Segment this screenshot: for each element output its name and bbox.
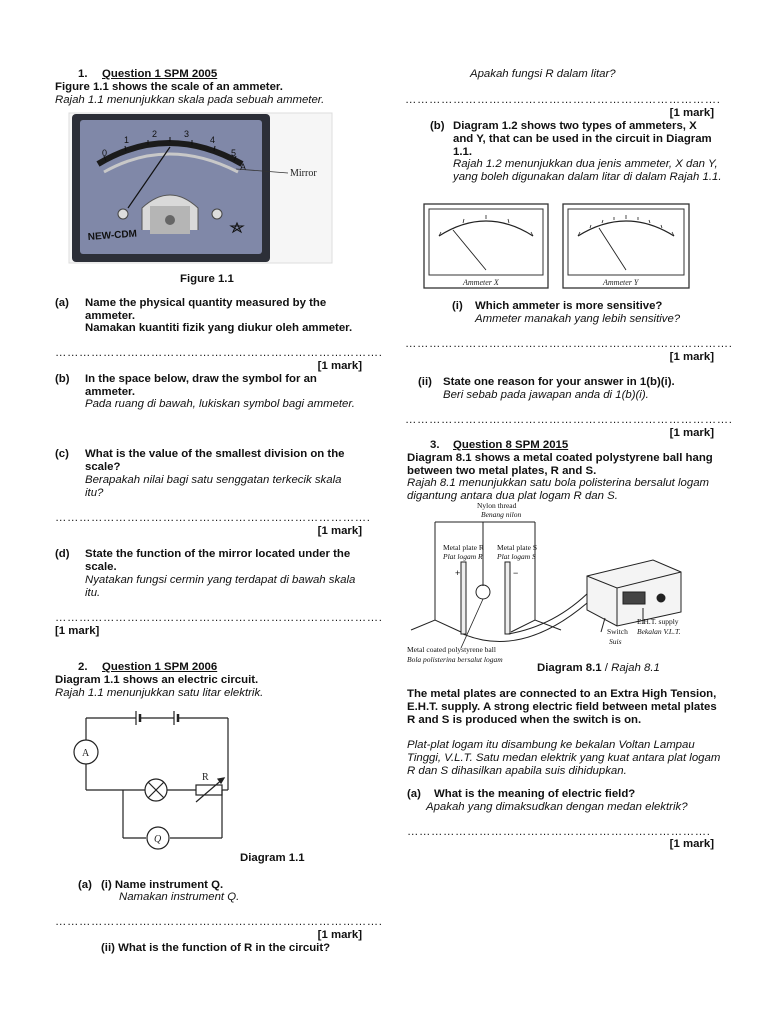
q2-b-i-label: (i) — [452, 300, 463, 312]
question-3-heading: Question 8 SPM 2015 — [453, 439, 569, 451]
figure-1-1-caption: Figure 1.1 — [180, 273, 234, 285]
q1-c-text: What is the value of the smallest division on the scale? — [85, 448, 345, 473]
metal-plate-s — [505, 562, 510, 634]
q2-b-label: (b) — [430, 120, 445, 132]
ammeter-brand: NEW-CDM — [87, 228, 138, 243]
q2-b-i-text: Which ammeter is more sensitive? — [475, 300, 663, 312]
scale-tick-4: 4 — [210, 135, 216, 145]
q2-b-text: Diagram 1.2 shows two types of ammeters, X and Y, that can be used in the circuit in Diagram 1.1. — [453, 120, 712, 158]
scale-unit: A — [240, 162, 247, 172]
label-ball: Metal coated polystyrene ball — [407, 645, 496, 654]
q3-a-text: What is the meaning of electric field? — [434, 788, 636, 800]
q1-d-mark: [1 mark] — [55, 625, 100, 637]
question-2-intro: Diagram 1.1 shows an electric circuit. — [55, 674, 259, 686]
ammeters-x-y-figure — [423, 200, 695, 292]
q2-r-mark: [1 mark] — [669, 107, 714, 119]
q2-a-i-text-ms: Namakan instrument Q. — [119, 891, 240, 903]
ammeter-photo-figure — [68, 112, 333, 264]
circuit-label-r: R — [202, 772, 209, 783]
question-1-intro: Figure 1.1 shows the scale of an ammeter. — [55, 81, 283, 93]
q1-c-answer-line: ……………………………………………………………………. — [55, 512, 371, 524]
label-nylon-thread-ms: Benang nilon — [481, 510, 522, 519]
q1-a-mark: [1 mark] — [317, 360, 362, 372]
q1-a-text-ms: Namakan kuantiti fizik yang diukur oleh ammeter. — [85, 322, 353, 334]
q1-a-label: (a) — [55, 297, 69, 309]
q3-a-label: (a) — [407, 788, 421, 800]
label-switch-ms: Suis — [609, 637, 622, 646]
question-3-number: 3. — [430, 439, 440, 451]
q2-b-ii-mark: [1 mark] — [669, 427, 714, 439]
question-2-number: 2. — [78, 661, 88, 673]
question-1-intro-ms: Rajah 1.1 menunjukkan skala pada sebuah ammeter. — [55, 94, 325, 106]
q2-b-i-mark: [1 mark] — [669, 351, 714, 363]
rheostat-r-symbol — [196, 785, 222, 795]
q3-a-text-ms: Apakah yang dimaksudkan dengan medan elektrik? — [426, 801, 688, 813]
question-3-paragraph: The metal plates are connected to an Extra High Tension, E.H.T. supply. A strong electric field between metal plates R and S is produced when the switch is on. — [407, 688, 717, 726]
question-2-heading: Question 1 SPM 2006 — [102, 661, 218, 673]
label-eht: E.H.T. supply — [637, 617, 679, 626]
question-1-heading: Question 1 SPM 2005 — [102, 68, 218, 80]
q2-a-answer-line: ………………………………………………………………………. — [55, 916, 383, 928]
label-plate-r-ms: Plat logam R — [443, 552, 483, 561]
label-eht-ms: Bekalan V.L.T. — [637, 627, 681, 636]
q2-b-ii-label: (ii) — [418, 376, 432, 388]
q1-b-text: In the space below, draw the symbol for an ammeter. — [85, 373, 317, 398]
label-ball-ms: Bola polisterina bersalut logam — [407, 655, 503, 664]
q2-r-question-ms: Apakah fungsi R dalam litar? — [470, 68, 616, 80]
q1-d-label: (d) — [55, 548, 70, 560]
circuit-diagram — [68, 702, 243, 862]
q2-b-i-text-ms: Ammeter manakah yang lebih sensitive? — [475, 313, 681, 325]
svg-text:−: − — [513, 568, 519, 578]
q2-b-i-answer-line: ………………………………………………………………………. — [405, 338, 733, 350]
q2-a-ii-text: (ii) What is the function of R in the circuit? — [101, 942, 331, 954]
circuit-label-a: A — [82, 748, 90, 759]
scale-tick-3: 3 — [184, 129, 190, 139]
q1-d-answer-line: ………………………………………………………………………. — [55, 612, 383, 624]
q2-a-i-text: (i) Name instrument Q. — [101, 879, 224, 891]
question-1-number: 1. — [78, 68, 88, 80]
q2-b-ii-text: State one reason for your answer in 1(b)(i). — [443, 376, 675, 388]
ammeter-y-label: Ammeter Y — [603, 278, 639, 287]
q2-a-label: (a) — [78, 879, 92, 891]
q1-a-answer-line: ………………………………………………………………………. — [55, 347, 383, 359]
polystyrene-ball — [476, 585, 490, 599]
electric-field-apparatus-figure — [405, 500, 690, 666]
q1-b-text-ms: Pada ruang di bawah, lukiskan symbol bagi ammeter. — [85, 398, 355, 410]
mirror-label: Mirror — [290, 168, 317, 179]
label-nylon-thread: Nylon thread — [477, 501, 517, 510]
scale-tick-2: 2 — [152, 129, 158, 139]
label-switch: Switch — [607, 627, 628, 636]
question-3-intro: Diagram 8.1 shows a metal coated polystyrene ball hang between two metal plates, R and S. — [407, 452, 713, 477]
diagram-8-1-caption — [537, 662, 660, 675]
svg-text:+: + — [455, 568, 461, 578]
q1-c-text-ms: Berapakah nilai bagi satu senggatan terkecik skala itu? — [85, 474, 342, 499]
question-3-paragraph-ms: Plat-plat logam itu disambung ke bekalan Voltan Lampau Tinggi, V.L.T. Satu medan elektrik yang kuat antara plat logam R dan S dihasilkan apabila suis dihidupkan. — [407, 739, 721, 777]
diagram-8-1-caption-en: Diagram 8.1 — [537, 662, 602, 674]
label-plate-s: Metal plate S — [497, 543, 537, 552]
q1-d-text-ms: Nyatakan fungsi cermin yang terdapat di bawah skala itu. — [85, 574, 356, 599]
q2-r-answer-line: ……………………………………………………………………. — [405, 94, 721, 106]
diagram-8-1-caption-ms: Rajah 8.1 — [611, 662, 660, 674]
ammeter-x-label: Ammeter X — [463, 278, 499, 287]
q2-b-text-ms: Rajah 1.2 menunjukkan dua jenis ammeter, X dan Y, yang boleh digunakan dalam litar di dalam Rajah 1.1. — [453, 158, 722, 183]
scale-tick-5: 5 — [231, 148, 237, 158]
q3-a-answer-line: …………………………………………………………………. — [407, 826, 711, 838]
scale-tick-1: 1 — [124, 135, 130, 145]
label-plate-s-ms: Plat logam S — [497, 552, 536, 561]
q2-b-ii-text-ms: Beri sebab pada jawapan anda di 1(b)(i). — [443, 389, 649, 401]
q2-a-mark: [1 mark] — [317, 929, 362, 941]
switch-pointer — [601, 618, 605, 632]
scale-tick-0: 0 — [102, 148, 108, 158]
q1-c-label: (c) — [55, 448, 69, 460]
label-plate-r: Metal plate R — [443, 543, 484, 552]
circuit-label-q: Q — [154, 834, 162, 845]
question-3-intro-ms: Rajah 8.1 menunjukkan satu bola polisterina bersalut logam digantung antara dua plat logam R dan S. — [407, 477, 710, 502]
q1-a-text: Name the physical quantity measured by the ammeter. — [85, 297, 327, 322]
q1-c-mark: [1 mark] — [317, 525, 362, 537]
metal-plate-r — [461, 562, 466, 634]
diagram-1-1-caption: Diagram 1.1 — [240, 852, 305, 864]
q1-d-text: State the function of the mirror located under the scale. — [85, 548, 351, 573]
q1-b-label: (b) — [55, 373, 70, 385]
question-2-intro-ms: Rajah 1.1 menunjukkan satu litar elektrik. — [55, 687, 264, 699]
q3-a-mark: [1 mark] — [669, 838, 714, 850]
q2-b-ii-answer-line: ………………………………………………………………………. — [405, 414, 733, 426]
diagram-8-1-caption-separator: / — [601, 662, 612, 674]
